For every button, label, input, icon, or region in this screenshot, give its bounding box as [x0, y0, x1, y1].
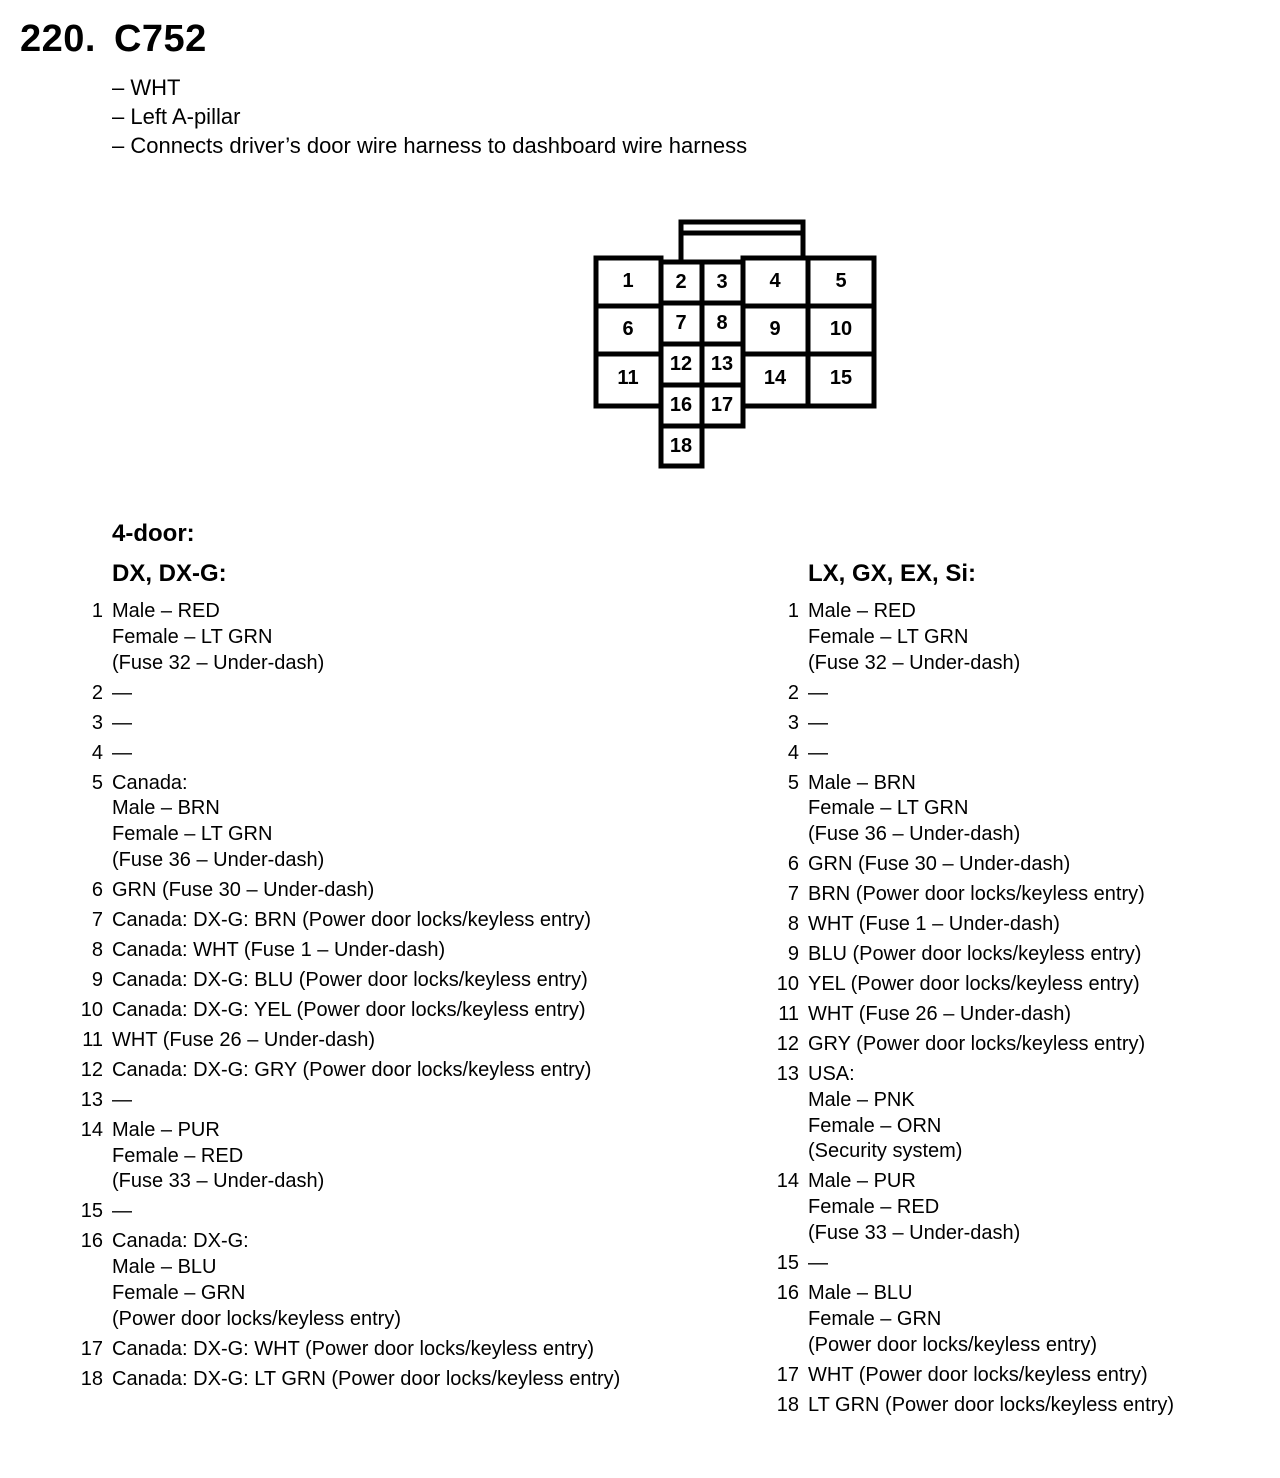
pin-row: [765, 1032, 1174, 1058]
pin-row: [69, 1088, 620, 1114]
column-heading-lx: LX, GX, EX, Si:: [808, 560, 977, 587]
pin-number: 16: [80, 1230, 103, 1253]
pin-number: 6: [91, 878, 103, 901]
pin-description: [112, 1199, 132, 1225]
connector-id: C752: [113, 18, 207, 60]
pin-row: [69, 681, 620, 707]
pin-row: [69, 1367, 620, 1393]
pin-description-line: Female – LT GRN: [112, 625, 273, 648]
pin-label-15: 15: [829, 367, 853, 389]
pin-description: [112, 908, 591, 934]
pin-description: [808, 972, 1140, 998]
pin-description: [112, 1088, 132, 1114]
pin-description-line: Female – LT GRN: [112, 823, 273, 846]
pin-description-line: Female – GRN: [808, 1307, 942, 1330]
pin-label-10: 10: [829, 318, 853, 340]
pin-description-line: —: [808, 741, 828, 764]
pin-number: 18: [776, 1393, 799, 1416]
pin-number: 16: [776, 1281, 799, 1304]
pin-description: [112, 998, 586, 1024]
pin-number: 2: [91, 681, 103, 704]
pin-row: [69, 1229, 620, 1332]
pin-number: 13: [80, 1088, 103, 1111]
pin-description-line: (Fuse 33 – Under-dash): [808, 1221, 1021, 1244]
pin-description-line: Canada: DX-G:: [112, 1230, 249, 1253]
pin-number: 1: [787, 600, 799, 622]
pin-row: [69, 771, 620, 874]
pin-number: 1: [91, 600, 103, 622]
pin-description-line: Male – BLU: [808, 1281, 913, 1304]
pin-row: [765, 882, 1174, 908]
pin-label-18: 18: [669, 435, 693, 457]
pin-row: [765, 852, 1174, 878]
pin-description: [112, 1058, 591, 1084]
pin-number: 15: [776, 1251, 799, 1274]
pin-description-line: Male – BLU: [112, 1256, 217, 1279]
section-number: 220.: [20, 18, 96, 60]
pin-description: [112, 711, 132, 737]
pin-row: [69, 1058, 620, 1084]
pin-label-9: 9: [769, 318, 781, 340]
pin-description-line: Female – ORN: [808, 1114, 942, 1137]
pin-description: [112, 1118, 324, 1195]
pin-description-line: YEL (Power door locks/keyless entry): [808, 973, 1140, 996]
pin-description: [112, 938, 445, 964]
pin-description-line: (Power door locks/keyless entry): [808, 1333, 1097, 1356]
pin-description: [112, 1028, 375, 1054]
pin-description-line: WHT (Fuse 26 – Under-dash): [112, 1028, 376, 1051]
pin-description-line: Canada: DX-G: YEL (Power door locks/keyless entry): [112, 998, 586, 1021]
pin-number: 17: [80, 1337, 103, 1360]
pin-description: [808, 711, 828, 737]
pin-description: [112, 599, 324, 676]
pin-row: [765, 1251, 1174, 1277]
pin-number: 7: [787, 883, 799, 906]
pin-description-line: GRN (Fuse 30 – Under-dash): [808, 853, 1071, 876]
pin-row: [765, 972, 1174, 998]
pin-row: [765, 741, 1174, 767]
pin-description-line: Canada:: [112, 771, 188, 794]
pin-description: [112, 878, 374, 904]
pin-row: [765, 912, 1174, 938]
pin-label-12: 12: [669, 353, 693, 375]
pin-row: [69, 908, 620, 934]
pin-row: [765, 1363, 1174, 1389]
pin-number: 13: [776, 1063, 799, 1085]
pin-description-line: Canada: DX-G: BLU (Power door locks/keyless entry): [112, 968, 588, 991]
pin-label-16: 16: [669, 394, 693, 416]
pin-description-line: Canada: DX-G: GRY (Power door locks/keyless entry): [112, 1058, 592, 1081]
pin-row: [69, 1118, 620, 1195]
pin-number: 14: [776, 1170, 799, 1193]
pin-number: 3: [91, 711, 103, 734]
pin-number: 12: [776, 1033, 799, 1056]
body-style-heading: 4-door:: [112, 520, 195, 547]
pin-description-line: Male – RED: [808, 600, 916, 622]
pin-row: [69, 938, 620, 964]
pin-description-line: (Security system): [808, 1140, 963, 1163]
pin-description-line: Male – RED: [112, 600, 220, 622]
pin-description: [808, 912, 1060, 938]
pin-row: [765, 599, 1174, 676]
pin-description-line: Female – RED: [808, 1196, 940, 1219]
pin-label-8: 8: [716, 312, 728, 334]
connector-latch: [681, 222, 803, 258]
pin-number: 12: [80, 1058, 103, 1081]
pin-number: 18: [80, 1367, 103, 1390]
pin-description-line: (Fuse 36 – Under-dash): [808, 823, 1021, 846]
pin-description-line: (Fuse 32 – Under-dash): [112, 651, 325, 674]
pin-number: 6: [787, 853, 799, 876]
pin-row: [69, 1199, 620, 1225]
pin-number: 10: [776, 973, 799, 996]
pin-description: [112, 1229, 401, 1332]
pin-description-line: Canada: DX-G: LT GRN (Power door locks/keyless entry): [112, 1367, 621, 1390]
pin-number: 5: [91, 771, 103, 794]
pin-number: 17: [776, 1363, 799, 1386]
pin-number: 11: [82, 1028, 103, 1051]
pin-description: [808, 1363, 1148, 1389]
pin-description-line: Canada: DX-G: WHT (Power door locks/keyless entry): [112, 1337, 595, 1360]
pin-list-dx: [69, 599, 620, 1397]
pin-description: [808, 942, 1141, 968]
pin-description-line: (Fuse 33 – Under-dash): [112, 1170, 325, 1193]
pin-description-line: Female – LT GRN: [808, 797, 969, 820]
pin-description-line: (Power door locks/keyless entry): [112, 1307, 401, 1330]
pin-description-line: Male – BRN: [112, 797, 220, 820]
pin-label-11: 11: [617, 367, 639, 389]
pin-description-line: Female – RED: [112, 1144, 244, 1167]
pin-row: [69, 741, 620, 767]
pin-row: [69, 878, 620, 904]
pin-description-line: Male – PNK: [808, 1088, 915, 1111]
pin-row: [69, 711, 620, 737]
pin-number: 8: [91, 938, 103, 961]
pin-number: 14: [80, 1118, 103, 1141]
pin-label-14: 14: [763, 367, 787, 389]
pin-number: 9: [787, 943, 799, 966]
pin-description: [808, 1062, 962, 1165]
pin-row: [69, 968, 620, 994]
pin-description: [112, 741, 132, 767]
pin-description-line: Female – GRN: [112, 1281, 246, 1304]
pin-label-6: 6: [622, 318, 634, 340]
pin-description: [808, 1169, 1020, 1246]
pin-label-2: 2: [675, 271, 687, 293]
pin-row: [69, 1028, 620, 1054]
pin-row: [765, 681, 1174, 707]
pin-row: [69, 599, 620, 676]
pin-description: [112, 681, 132, 707]
connector-diagram: [0, 0, 1280, 480]
pin-description-line: USA:: [808, 1063, 855, 1085]
pin-number: 10: [80, 998, 103, 1021]
pin-description-line: (Fuse 32 – Under-dash): [808, 651, 1021, 674]
column-heading-dx: DX, DX-G:: [112, 560, 227, 587]
pin-description: [808, 599, 1020, 676]
pin-description: [808, 1251, 828, 1277]
pin-description: [112, 968, 588, 994]
pin-description-line: BLU (Power door locks/keyless entry): [808, 943, 1142, 966]
pin-row: [765, 1393, 1174, 1419]
pin-label-7: 7: [675, 312, 687, 334]
pin-description: [112, 1367, 620, 1393]
pin-description-line: Female – LT GRN: [808, 625, 969, 648]
pin-description: [808, 882, 1145, 908]
pin-label-17: 17: [710, 394, 734, 416]
description-location: – Left A-pillar: [112, 104, 241, 129]
pin-label-3: 3: [716, 271, 728, 293]
pin-description-line: WHT (Power door locks/keyless entry): [808, 1363, 1148, 1386]
pin-description-line: —: [112, 681, 132, 704]
pin-description-line: Male – PUR: [112, 1118, 220, 1141]
pin-row: [765, 771, 1174, 848]
pin-label-4: 4: [769, 270, 781, 292]
pin-number: 4: [91, 741, 103, 764]
pin-description-line: —: [112, 741, 132, 764]
pin-description-line: GRY (Power door locks/keyless entry): [808, 1033, 1146, 1056]
pin-row: [765, 942, 1174, 968]
pin-row: [69, 998, 620, 1024]
pin-description: [808, 741, 828, 767]
pin-description-line: —: [808, 681, 828, 704]
pin-row: [765, 1062, 1174, 1165]
description-color: – WHT: [112, 75, 181, 100]
pin-number: 11: [778, 1003, 799, 1026]
pin-description-line: —: [808, 711, 828, 734]
pin-description: [808, 1281, 1097, 1358]
pin-description-line: —: [112, 1088, 132, 1111]
pin-description-line: Male – BRN: [808, 771, 916, 794]
pin-description-line: GRN (Fuse 30 – Under-dash): [112, 878, 375, 901]
pin-description-line: Canada: WHT (Fuse 1 – Under-dash): [112, 938, 446, 961]
pin-description-line: WHT (Fuse 1 – Under-dash): [808, 913, 1060, 936]
pin-row: [765, 1169, 1174, 1246]
pin-description-line: Male – PUR: [808, 1170, 916, 1193]
pin-number: 8: [787, 913, 799, 936]
pin-description-line: (Fuse 36 – Under-dash): [112, 848, 325, 871]
pin-description: [808, 1393, 1174, 1419]
pin-description: [112, 771, 324, 874]
pin-row: [765, 711, 1174, 737]
pin-description-line: WHT (Fuse 26 – Under-dash): [808, 1003, 1072, 1026]
pin-label-1: 1: [622, 270, 634, 292]
pin-number: 7: [91, 908, 103, 931]
pin-number: 9: [91, 968, 103, 991]
pin-number: 15: [80, 1200, 103, 1223]
pin-number: 3: [787, 711, 799, 734]
pin-description-line: LT GRN (Power door locks/keyless entry): [808, 1393, 1175, 1416]
pin-description: [808, 1032, 1145, 1058]
pin-description-line: BRN (Power door locks/keyless entry): [808, 883, 1145, 906]
pin-description: [808, 681, 828, 707]
pin-number: 2: [787, 681, 799, 704]
pin-description-line: Canada: DX-G: BRN (Power door locks/keyless entry): [112, 908, 592, 931]
pin-number: 5: [787, 771, 799, 794]
pin-row: [69, 1337, 620, 1363]
pin-description: [808, 771, 1020, 848]
pin-description: [808, 1002, 1071, 1028]
pin-description-line: —: [112, 711, 132, 734]
pin-label-5: 5: [835, 270, 847, 292]
pin-description-line: —: [808, 1251, 828, 1274]
pin-row: [765, 1281, 1174, 1358]
pin-row: [765, 1002, 1174, 1028]
pin-label-13: 13: [710, 353, 734, 375]
pin-description: [808, 852, 1070, 878]
pin-number: 4: [787, 741, 799, 764]
pin-description: [112, 1337, 594, 1363]
pin-list-lx: [765, 599, 1174, 1422]
description-connection: – Connects driver’s door wire harness to dashboard wire harness: [112, 133, 748, 158]
pin-description-line: —: [112, 1200, 132, 1223]
